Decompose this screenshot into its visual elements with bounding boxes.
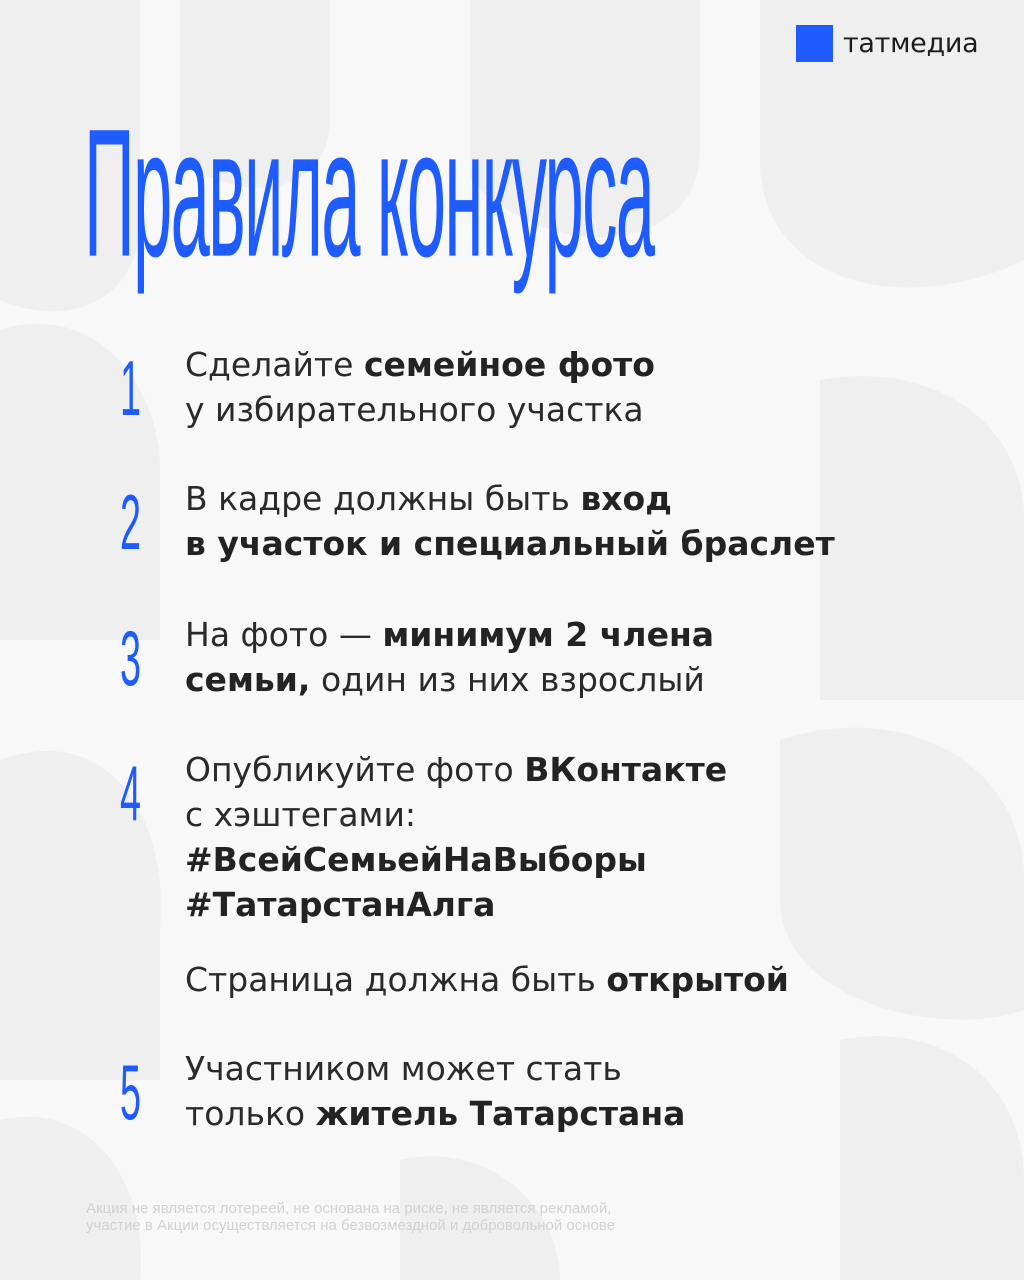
rule-text-line xyxy=(185,747,727,792)
rule-text-bold: ВКонтакте xyxy=(524,750,728,789)
rule-text-line xyxy=(185,1046,685,1091)
rule-text-regular: только xyxy=(185,1094,316,1133)
logo-text: татмедиа xyxy=(843,28,979,59)
rule-text-line xyxy=(185,837,727,882)
page-title: Правила конкурса xyxy=(84,92,654,296)
rule-text-regular: В кадре должны быть xyxy=(185,479,581,518)
rule-text-bold: открытой xyxy=(606,960,789,999)
rule-text-regular: один из них взрослый xyxy=(310,660,705,699)
rule-text-bold: в участок и специальный браслет xyxy=(185,524,835,563)
rule-text-line xyxy=(185,882,727,927)
disclaimer-line-1: Акция не является лотереей, не основана на риске, не является рекламой, xyxy=(86,1200,612,1217)
rule-text-bold: житель Татарстана xyxy=(315,1094,686,1133)
rule-text xyxy=(185,612,714,702)
rule-text-regular: На фото — xyxy=(185,615,383,654)
rule-text-regular: с хэштегами: xyxy=(185,795,417,834)
rule-text-regular: у избирательного участка xyxy=(185,390,644,429)
rule-text-line xyxy=(185,792,727,837)
tatmedia-logo xyxy=(796,25,978,62)
rule-text-line xyxy=(185,612,714,657)
rule-text xyxy=(185,957,789,1002)
disclaimer-line-2: участие в Акции осуществляется на безвозмездной и добровольной основе xyxy=(86,1217,616,1234)
rule-text-bold: семейное фото xyxy=(363,345,655,384)
rule-text xyxy=(185,476,835,566)
rule-number: 4 xyxy=(120,749,142,837)
rule-text-regular: Сделайте xyxy=(185,345,364,384)
rule-text-line xyxy=(185,387,655,432)
rule-number: 5 xyxy=(120,1048,142,1136)
rule-text xyxy=(185,342,655,432)
rule-text-bold: минимум 2 члена xyxy=(382,615,715,654)
rule-text xyxy=(185,1046,685,1136)
rule-text-bold: #ВсейСемьейНаВыборы xyxy=(185,840,647,879)
rule-text-line xyxy=(185,657,714,702)
rule-text-line xyxy=(185,342,655,387)
rule-text-line xyxy=(185,957,789,1002)
rule-text-regular: Опубликуйте фото xyxy=(185,750,525,789)
logo-square-icon xyxy=(796,25,833,62)
rule-text-bold: #ТатарстанАлга xyxy=(185,885,496,924)
rule-number: 3 xyxy=(120,614,142,702)
rule-number: 2 xyxy=(120,478,142,566)
rule-text-regular: Участником может стать xyxy=(185,1049,622,1088)
rule-text-bold: вход xyxy=(580,479,672,518)
rule-text xyxy=(185,747,727,927)
disclaimer xyxy=(86,1200,615,1234)
rule-text-bold: семьи, xyxy=(185,660,311,699)
rule-text-line xyxy=(185,476,835,521)
rule-text-regular: Страница должна быть xyxy=(185,960,607,999)
rule-number: 1 xyxy=(120,344,142,432)
rule-text-line xyxy=(185,521,835,566)
rule-text-line xyxy=(185,1091,685,1136)
